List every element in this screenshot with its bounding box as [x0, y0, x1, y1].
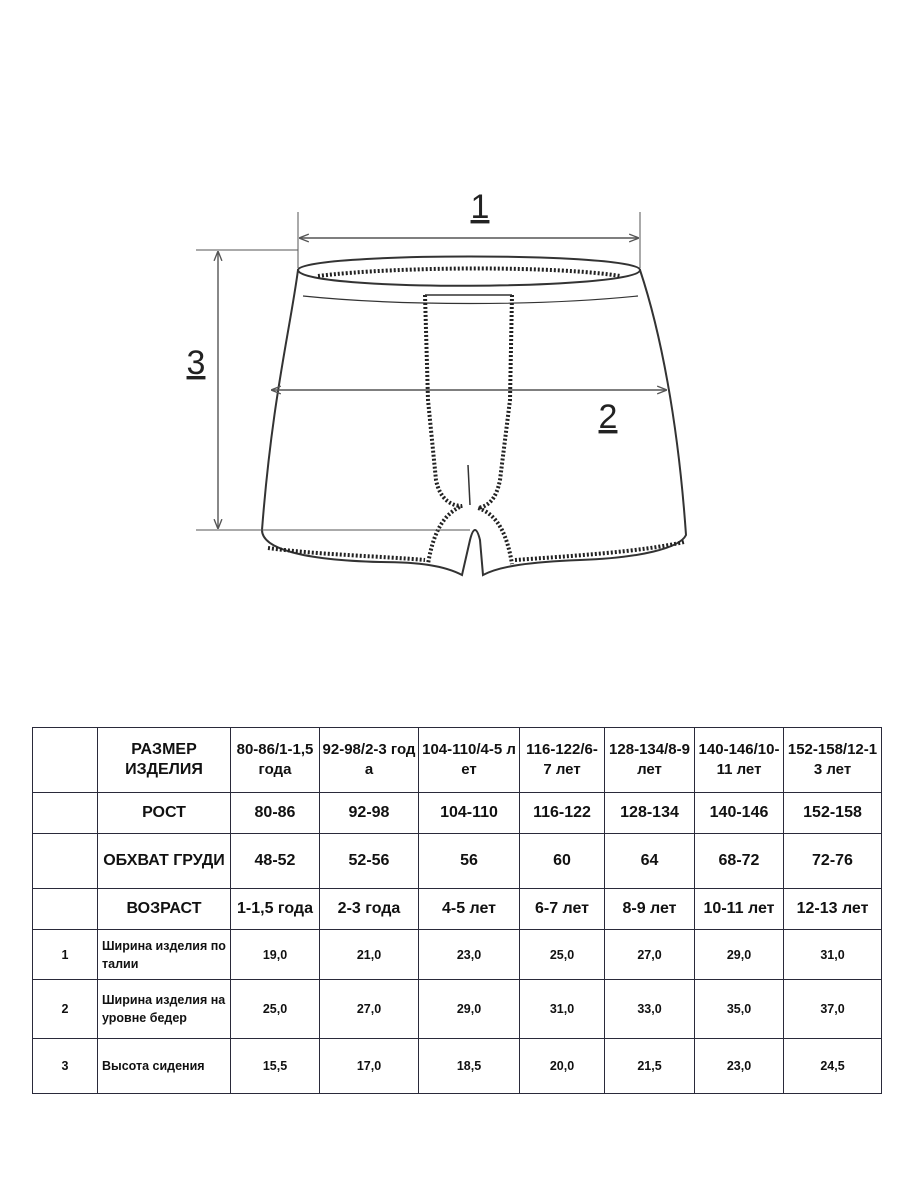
size-header-cell: 92-98/2-3 года [320, 728, 419, 793]
empty-cell [33, 728, 98, 793]
empty-cell [33, 834, 98, 889]
table-cell: 33,0 [605, 980, 695, 1039]
row-label: РОСТ [98, 793, 231, 834]
table-cell: 68-72 [695, 834, 784, 889]
table-cell: 21,5 [605, 1039, 695, 1094]
shorts-outline [262, 257, 686, 576]
table-cell: 12-13 лет [784, 889, 882, 930]
empty-cell [33, 793, 98, 834]
table-cell: 8-9 лет [605, 889, 695, 930]
measurement-row [33, 1039, 882, 1094]
table-cell: 37,0 [784, 980, 882, 1039]
table-cell: 31,0 [784, 930, 882, 980]
table-cell: 52-56 [320, 834, 419, 889]
table-cell: 140-146 [695, 793, 784, 834]
height-row [33, 793, 882, 834]
table-cell: 64 [605, 834, 695, 889]
table-cell: 80-86 [231, 793, 320, 834]
row-label: ОБХВАТ ГРУДИ [98, 834, 231, 889]
header-row [33, 728, 882, 793]
table-cell: 72-76 [784, 834, 882, 889]
table-cell: 29,0 [419, 980, 520, 1039]
table-cell: 60 [520, 834, 605, 889]
dimension-label-2: 2 [598, 398, 618, 436]
table-cell: 17,0 [320, 1039, 419, 1094]
chest-row [33, 834, 882, 889]
table-cell: 2-3 года [320, 889, 419, 930]
table-cell: 35,0 [695, 980, 784, 1039]
table-cell: 31,0 [520, 980, 605, 1039]
size-header-cell: 104-110/4-5 лет [419, 728, 520, 793]
measurement-number: 3 [33, 1039, 98, 1094]
size-header-cell: 116-122/6-7 лет [520, 728, 605, 793]
measurement-number: 2 [33, 980, 98, 1039]
measurement-label: Высота сидения [98, 1039, 231, 1094]
measurement-number: 1 [33, 930, 98, 980]
table-cell: 19,0 [231, 930, 320, 980]
dimension-label-3: 3 [186, 344, 206, 382]
table-cell: 56 [419, 834, 520, 889]
table-cell: 25,0 [231, 980, 320, 1039]
table-cell: 10-11 лет [695, 889, 784, 930]
row-label: ВОЗРАСТ [98, 889, 231, 930]
table-cell: 1-1,5 года [231, 889, 320, 930]
size-chart-table [32, 727, 882, 1094]
table-cell: 116-122 [520, 793, 605, 834]
table-cell: 25,0 [520, 930, 605, 980]
table-cell: 92-98 [320, 793, 419, 834]
table-cell: 29,0 [695, 930, 784, 980]
measurement-row [33, 930, 882, 980]
size-header-label: РАЗМЕР ИЗДЕЛИЯ [98, 728, 231, 793]
measurement-row [33, 980, 882, 1039]
size-header-cell: 152-158/12-13 лет [784, 728, 882, 793]
table-cell: 21,0 [320, 930, 419, 980]
measurement-label: Ширина изделия по талии [98, 930, 231, 980]
empty-cell [33, 889, 98, 930]
table-cell: 23,0 [419, 930, 520, 980]
table-cell: 23,0 [695, 1039, 784, 1094]
table-cell: 4-5 лет [419, 889, 520, 930]
table-cell: 104-110 [419, 793, 520, 834]
dimension-label-1: 1 [470, 188, 490, 226]
table-cell: 152-158 [784, 793, 882, 834]
measurement-label: Ширина изделия на уровне бедер [98, 980, 231, 1039]
table-cell: 48-52 [231, 834, 320, 889]
table-cell: 24,5 [784, 1039, 882, 1094]
table-cell: 20,0 [520, 1039, 605, 1094]
table-cell: 128-134 [605, 793, 695, 834]
table-cell: 6-7 лет [520, 889, 605, 930]
table-cell: 18,5 [419, 1039, 520, 1094]
age-row [33, 889, 882, 930]
size-header-cell: 80-86/1-1,5 года [231, 728, 320, 793]
table-cell: 15,5 [231, 1039, 320, 1094]
table-cell: 27,0 [320, 980, 419, 1039]
size-header-cell: 140-146/10-11 лет [695, 728, 784, 793]
size-header-cell: 128-134/8-9 лет [605, 728, 695, 793]
table-cell: 27,0 [605, 930, 695, 980]
